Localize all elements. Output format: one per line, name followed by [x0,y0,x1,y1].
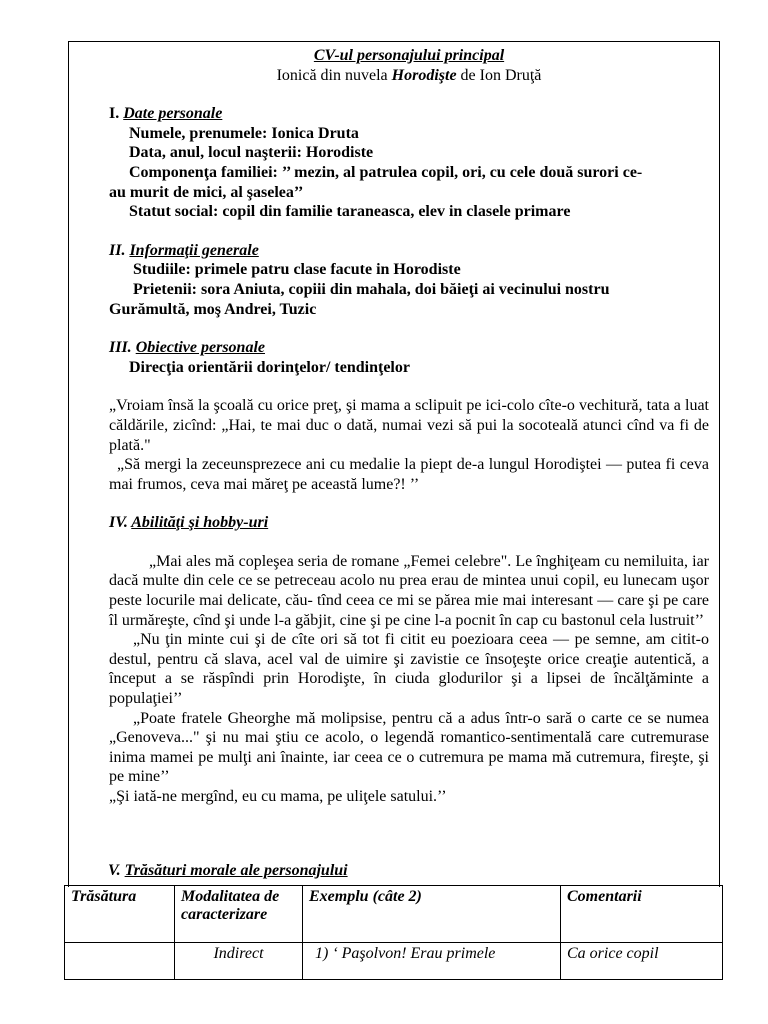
quote-paragraph: „Şi iată-ne mergînd, eu cu mama, pe uliţele satului.’’ [109,788,447,805]
table-cell: 1) ‘ Paşolvon! Erau primele [303,943,561,980]
table-header-cell: Comentarii [561,886,723,943]
objectives-subheading: Direcţia orientării dorinţelor/ tendinţelor [129,358,410,376]
field-family-cont: au murit de mici, al şaselea’’ [109,183,304,201]
document-body [109,46,709,807]
table-row [65,943,723,980]
section-general-info [109,241,709,319]
section-personal-data [109,104,709,222]
section-heading: III. Obiective personale [109,339,265,357]
table-cell: Ca orice copil [561,943,723,980]
traits-table [64,885,723,980]
document-subtitle: Ionică din nuvela Horodişte de Ion Druţă [276,66,542,84]
field-studies: Studiile: primele patru clase facute in Horodiste [133,261,461,279]
section-heading: I. Date personale [109,105,223,123]
field-friends: Prietenii: sora Aniuta, copiii din mahala, doi băieţi ai vecinului nostru [133,280,610,298]
table-header-cell: Exemplu (câte 2) [303,886,561,943]
quote-paragraph: „Mai ales mă copleşea seria de romane „Femei celebre". Le înghiţeam cu nemiluita, iar dacă multe din cele ce se petreceau acolo nu prea erau de mintea unui copil, eu lunecam uşor peste locurile mai delicate, cău- tînd ceea ce mi se părea mie mai interesant — care şi pe care îl urmăreşte, cînd şi unde l-a găbjit, cine şi pe cine l-a pocnit în cap cu bastonul cela lustruit’’ [109,552,709,629]
table-cell [65,943,175,980]
section-abilities [109,513,709,806]
quote-paragraph: „Vroiam însă la şcoală cu orice preţ, şi mama a sclipuit pe ici-colo cîte-o vechitură, tata a luat căldările, zicînd: „Hai, te mai duc o dată, numai vezi să pui la socoteală atunci cînd va fi de plată." [109,397,709,454]
document-frame [68,41,720,887]
field-family: Componenţa familiei: ’’ mezin, al patrulea copil, ori, cu cele două surori ce- [129,163,643,181]
field-social-status: Statut social: copil din familie taraneasca, elev in clasele primare [129,203,571,221]
document-title: CV-ul personajului principal [313,47,505,64]
section-heading-traits: V. Trăsături morale ale personajului [108,862,348,879]
quote-paragraph: „Nu ţin minte cui şi de cîte ori să tot fi citit eu poezioara ceea — pe semne, am citit-o destul, pentru că slava, acel val de uimire şi zavistie ce însoţeşte orice creaţie autentică, a început a se răspîndi prin Horodişte, în ciuda glodurilor şi a lipsei de încălţăminte a populaţiei’’ [109,631,709,708]
table-header-cell: Trăsătura [65,886,175,943]
section-heading: IV. Abilităţi şi hobby-uri [109,514,269,532]
table-cell: Indirect [175,943,303,980]
table-header-row [65,886,723,943]
field-friends-cont: Gurămultă, moş Andrei, Tuzic [109,300,317,318]
section-objectives [109,338,709,494]
section-heading: II. Informaţii generale [109,241,259,259]
field-name: Numele, prenumele: Ionica Druta [129,124,359,142]
table-header-cell: Modalitatea de caracterizare [175,886,303,943]
field-birth: Data, anul, locul naşterii: Horodiste [129,144,374,162]
quote-paragraph: „Să mergi la zeceunsprezece ani cu medalie la piept de-a lungul Horodiştei — putea fi ceva mai frumos, ceva mai măreţ pe această lume?! ’’ [109,456,709,493]
quote-paragraph: „Poate fratele Gheorghe mă molipsise, pentru că a adus într-o sară o carte ce se numea „Genoveva..." şi nu mai ştiu ce acolo, o legendă romantico-sentimentală care cutremurase inima mamei pe mulţi ani înainte, iar ceea ce o cutremura pe mama mă cutremura, fireşte, şi pe mine’’ [109,709,709,786]
